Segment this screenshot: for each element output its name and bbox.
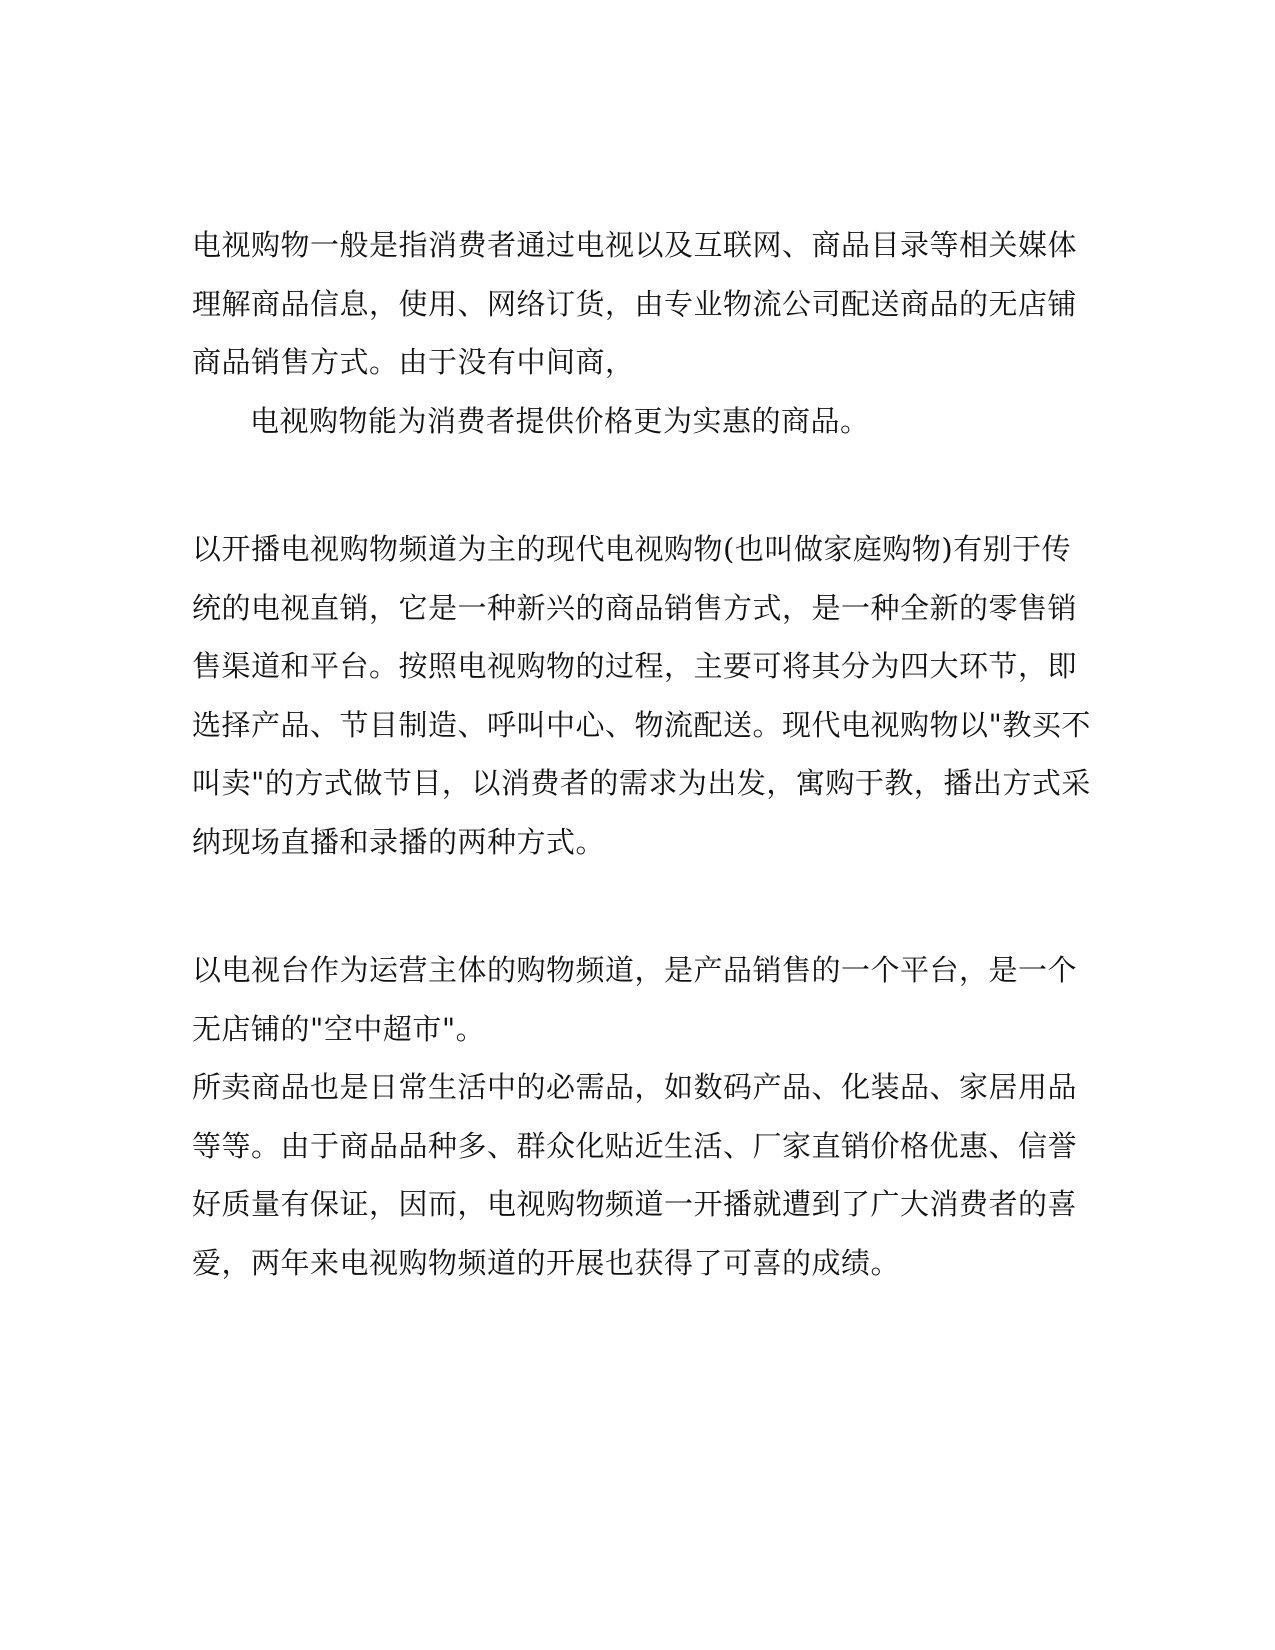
text-line: 好质量有保证，因而，电视购物频道一开播就遭到了广大消费者的喜 <box>192 1187 1078 1221</box>
text-line: 选择产品、节目制造、呼叫中心、物流配送。现代电视购物以"教买不 <box>192 708 1091 742</box>
text-line: 以开播电视购物频道为主的现代电视购物(也叫做家庭购物)有别于传 <box>192 532 1072 566</box>
text-line: 纳现场直播和录播的两种方式。 <box>192 825 606 859</box>
text-line: 理解商品信息，使用、网络订货，由专业物流公司配送商品的无店铺 <box>192 287 1078 321</box>
text-line: 以电视台作为运营主体的购物频道，是产品销售的一个平台，是一个 <box>192 953 1078 987</box>
text-line: 叫卖"的方式做节目，以消费者的需求为出发，寓购于教，播出方式采 <box>192 766 1091 800</box>
text-line: 电视购物一般是指消费者通过电视以及互联网、商品目录等相关媒体 <box>192 228 1078 262</box>
text-line: 无店铺的"空中超市"。 <box>192 1012 486 1046</box>
text-line: 等等。由于商品品种多、群众化贴近生活、厂家直销价格优惠、信誉 <box>192 1129 1078 1163</box>
text-line: 爱，两年来电视购物频道的开展也获得了可喜的成绩。 <box>192 1246 901 1280</box>
text-line: 统的电视直销，它是一种新兴的商品销售方式，是一种全新的零售销 <box>192 591 1078 625</box>
text-line: 电视购物能为消费者提供价格更为实惠的商品。 <box>250 404 870 438</box>
text-line: 售渠道和平台。按照电视购物的过程，主要可将其分为四大环节，即 <box>192 649 1078 683</box>
text-line: 所卖商品也是日常生活中的必需品，如数码产品、化装品、家居用品 <box>192 1070 1078 1104</box>
text-line: 商品销售方式。由于没有中间商， <box>192 345 635 379</box>
